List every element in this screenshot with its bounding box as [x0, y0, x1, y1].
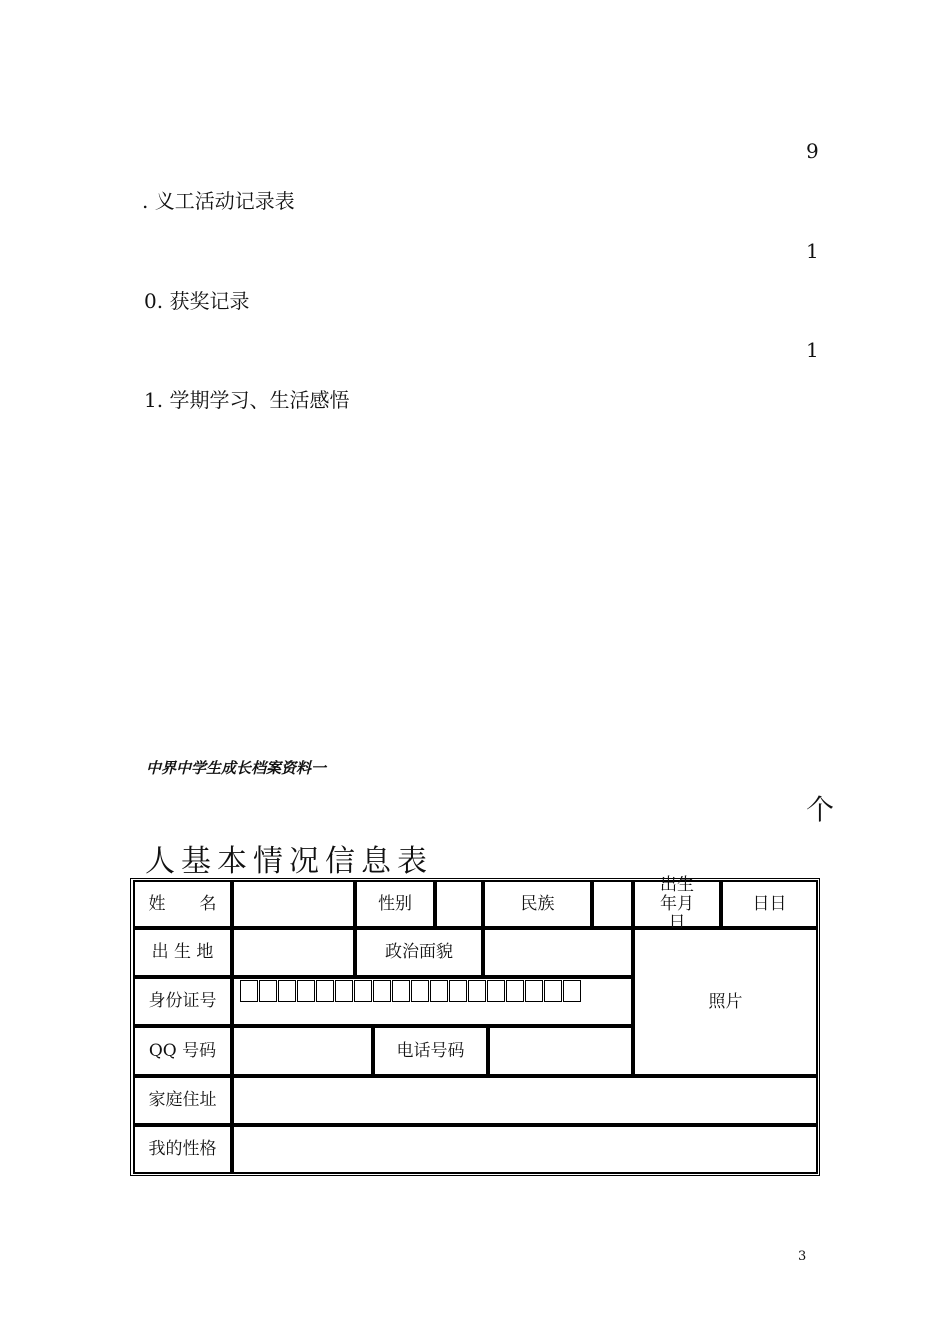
- photo-box[interactable]: 照片: [633, 928, 818, 1076]
- id-digit-box[interactable]: [240, 980, 258, 1002]
- id-digit-box[interactable]: [297, 980, 315, 1002]
- id-digit-boxes: [240, 980, 582, 1002]
- political-field[interactable]: [483, 928, 633, 977]
- ethnicity-field[interactable]: [592, 880, 633, 928]
- id-digit-box[interactable]: [373, 980, 391, 1002]
- id-digit-box[interactable]: [392, 980, 410, 1002]
- archive-subtitle: 中界中学生成长档案资料一: [146, 759, 327, 777]
- toc-item-awards: 0. 获奖记录: [144, 289, 250, 313]
- page-title: 人基本情况信息表: [145, 844, 433, 879]
- name-field[interactable]: [232, 880, 355, 928]
- id-digit-box[interactable]: [449, 980, 467, 1002]
- id-digit-box[interactable]: [563, 980, 581, 1002]
- toc-item-reflection: 1. 学期学习、生活感悟: [144, 388, 350, 412]
- address-field[interactable]: [232, 1076, 818, 1125]
- id-digit-box[interactable]: [259, 980, 277, 1002]
- id-digit-box[interactable]: [316, 980, 334, 1002]
- id-digit-box[interactable]: [544, 980, 562, 1002]
- toc-page-number: 1: [806, 338, 819, 362]
- id-digit-box[interactable]: [278, 980, 296, 1002]
- qq-label: QQ 号码: [133, 1026, 232, 1076]
- gender-field[interactable]: [435, 880, 483, 928]
- birthplace-label: 出 生 地: [133, 928, 232, 977]
- ethnicity-label: 民族: [483, 880, 592, 928]
- phone-field[interactable]: [488, 1026, 633, 1076]
- toc-page-number: 9: [806, 139, 819, 163]
- id-digit-box[interactable]: [468, 980, 486, 1002]
- birth-label: 出生年月日: [633, 880, 721, 928]
- id-digit-box[interactable]: [525, 980, 543, 1002]
- political-label: 政治面貌: [355, 928, 483, 977]
- id-digit-box[interactable]: [506, 980, 524, 1002]
- id-digit-box[interactable]: [430, 980, 448, 1002]
- toc-page-number: 1: [806, 239, 819, 263]
- phone-label: 电话号码: [373, 1026, 488, 1076]
- qq-field[interactable]: [232, 1026, 373, 1076]
- page-number: 3: [798, 1249, 807, 1264]
- gender-label: 性别: [355, 880, 435, 928]
- title-first-char: 个: [806, 793, 835, 826]
- id-label: 身份证号: [133, 977, 232, 1026]
- name-label: 姓 名: [133, 880, 232, 928]
- birthplace-field[interactable]: [232, 928, 355, 977]
- toc-item-volunteer: . 义工活动记录表: [142, 189, 295, 213]
- id-digit-box[interactable]: [354, 980, 372, 1002]
- personality-label: 我的性格: [133, 1125, 232, 1174]
- birth-field[interactable]: 日日: [721, 880, 818, 928]
- address-label: 家庭住址: [133, 1076, 232, 1125]
- id-digit-box[interactable]: [335, 980, 353, 1002]
- personality-field[interactable]: [232, 1125, 818, 1174]
- id-digit-box[interactable]: [411, 980, 429, 1002]
- id-digit-box[interactable]: [487, 980, 505, 1002]
